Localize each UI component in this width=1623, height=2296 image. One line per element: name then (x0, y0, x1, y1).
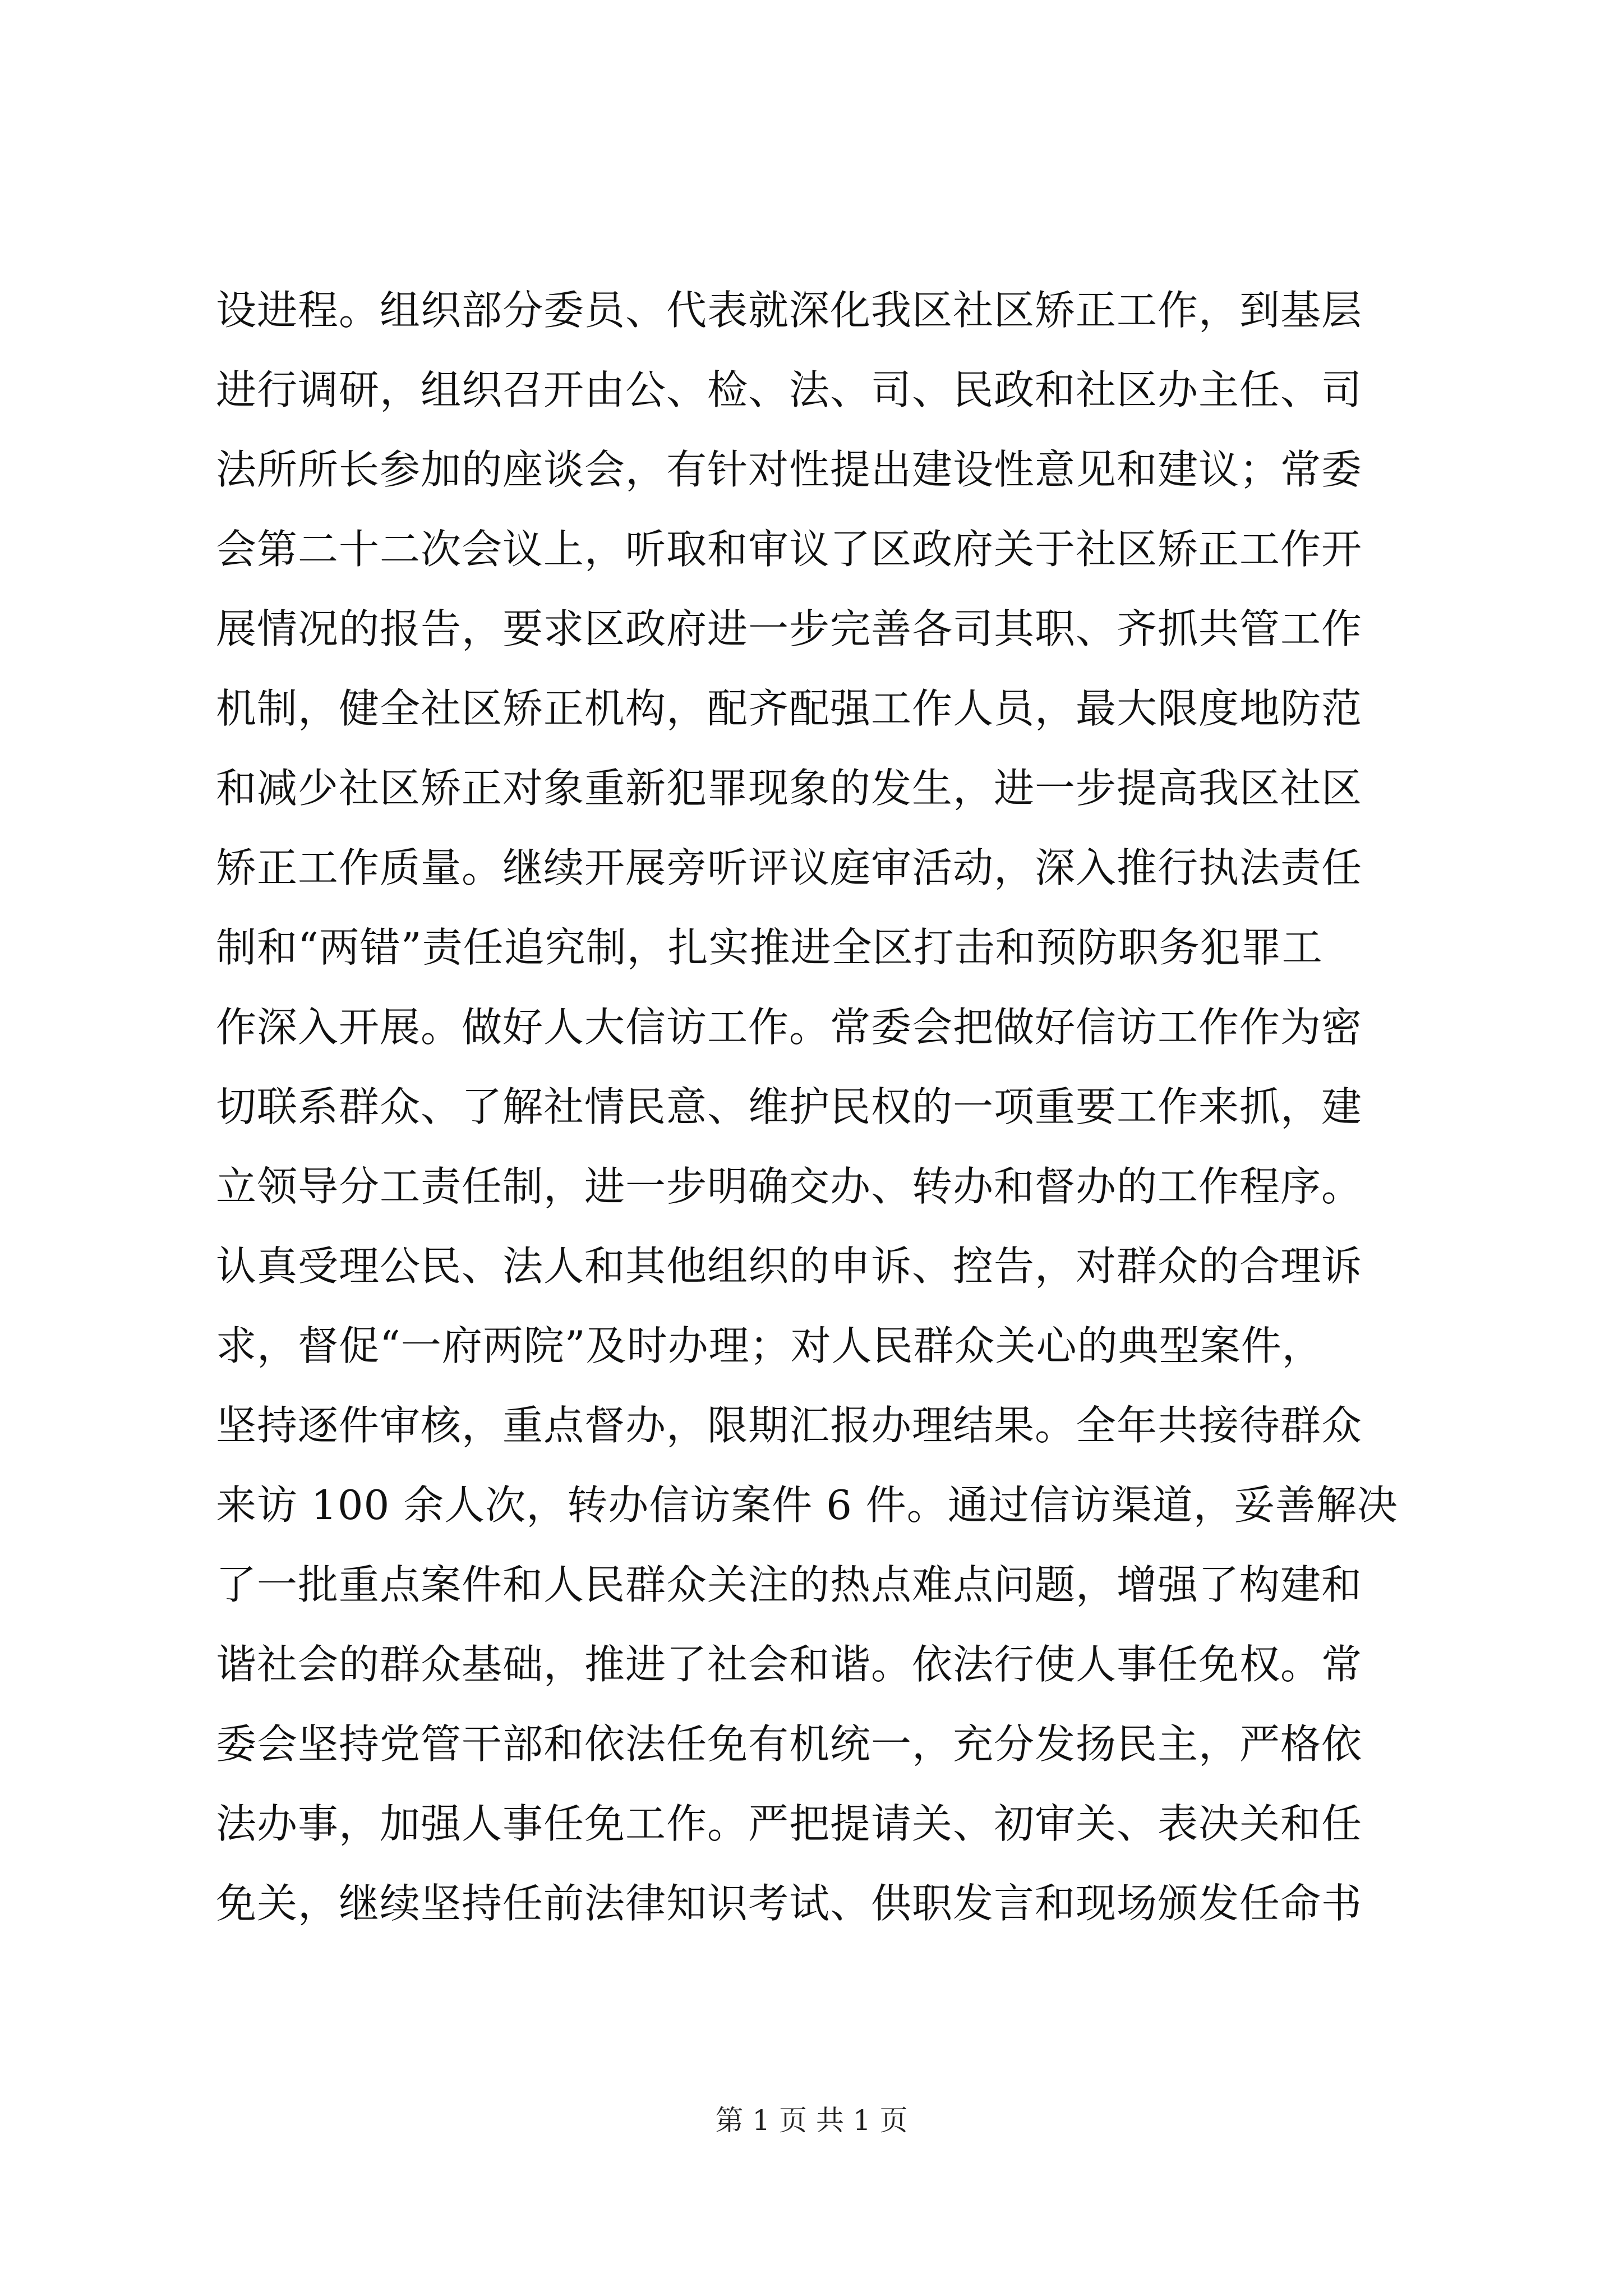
text-line: 谐社会的群众基础，推进了社会和谐。依法行使人事任免权。常 (216, 1641, 1363, 1688)
text-line: 立领导分工责任制，进一步明确交办、转办和督办的工作程序。 (216, 1163, 1363, 1210)
text-line: 矫正工作质量。继续开展旁听评议庭审活动，深入推行执法责任 (216, 844, 1363, 891)
page-number-label: 第 1 页 共 1 页 (715, 2104, 908, 2137)
text-line: 制和“两错”责任追究制，扎实推进全区打击和预防职务犯罪工 (216, 924, 1323, 971)
text-line: 进行调研，组织召开由公、检、法、司、民政和社区办主任、司 (216, 366, 1363, 413)
text-line: 求，督促“一府两院”及时办理；对人民群众关心的典型案件， (216, 1322, 1323, 1369)
text-line: 设进程。组织部分委员、代表就深化我区社区矫正工作，到基层 (216, 287, 1363, 334)
text-line: 切联系群众、了解社情民意、维护民权的一项重要工作来抓，建 (216, 1083, 1363, 1130)
text-line: 展情况的报告，要求区政府进一步完善各司其职、齐抓共管工作 (216, 605, 1363, 652)
text-line: 会第二十二次会议上，听取和审议了区政府关于社区矫正工作开 (216, 526, 1363, 573)
text-line: 了一批重点案件和人民群众关注的热点难点问题，增强了构建和 (216, 1561, 1363, 1608)
page-footer (0, 2101, 1623, 2140)
text-line: 认真受理公民、法人和其他组织的申诉、控告，对群众的合理诉 (216, 1243, 1363, 1290)
text-line: 和减少社区矫正对象重新犯罪现象的发生，进一步提高我区社区 (216, 765, 1363, 812)
text-line: 免关，继续坚持任前法律知识考试、供职发言和现场颁发任命书 (216, 1880, 1363, 1927)
text-line: 机制，健全社区矫正机构，配齐配强工作人员，最大限度地防范 (216, 685, 1363, 732)
text-line: 法所所长参加的座谈会，有针对性提出建设性意见和建议；常委 (216, 446, 1363, 493)
text-line: 作深入开展。做好人大信访工作。常委会把做好信访工作作为密 (216, 1004, 1363, 1051)
text-line: 委会坚持党管干部和依法任免有机统一，充分发扬民主，严格依 (216, 1720, 1363, 1768)
text-line: 法办事，加强人事任免工作。严把提请关、初审关、表决关和任 (216, 1800, 1363, 1847)
text-line: 坚持逐件审核，重点督办，限期汇报办理结果。全年共接待群众 (216, 1402, 1363, 1449)
body-paragraph (216, 270, 1438, 1943)
text-line: 来访 100 余人次，转办信访案件 6 件。通过信访渠道，妥善解决 (216, 1481, 1398, 1529)
